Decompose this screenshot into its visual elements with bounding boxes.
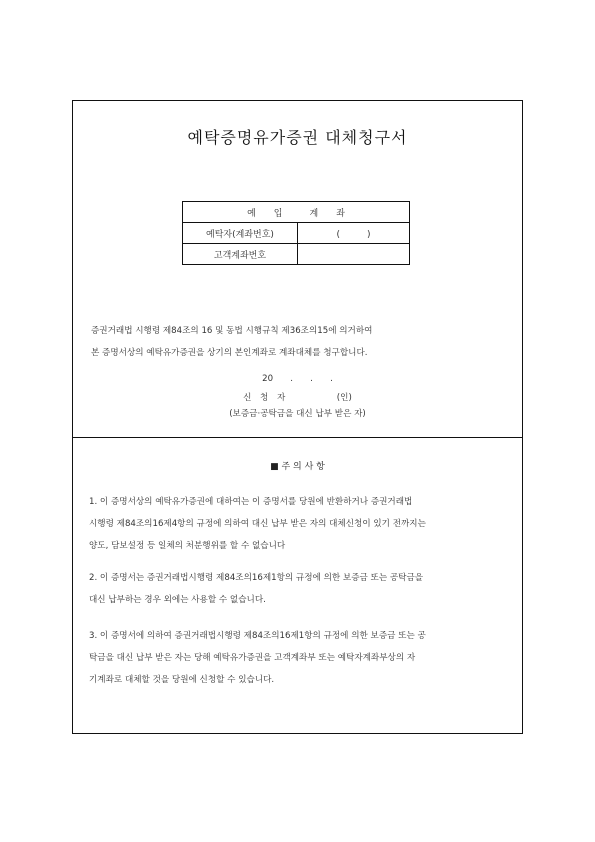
note-2 [89,567,511,611]
request-text-line: 본 증명서상의 예탁유가증권을 상기의 본인계좌로 계좌대체를 청구합니다. [91,348,368,358]
note-3 [89,625,511,691]
applicant-note: (보증금·공탁금을 대신 납부 받은 자) [229,409,366,419]
depositor-account-label: 예탁자(계좌번호) [183,223,298,244]
note-line: 3. 이 증명서에 의하여 증권거래법시행령 제84조의16제1항의 규정에 의한 보증금 또는 공 [89,631,426,641]
deposit-account-table [182,201,410,265]
note-line: 2. 이 증명서는 증권거래법시행령 제84조의16제1항의 규정에 의한 보증금 또는 공탁금을 [89,573,424,583]
notes-title: ■ 주 의 사 항 [270,462,325,472]
form-title: 예탁증명유가증권 대체청구서 [187,128,408,147]
request-text [91,320,511,364]
note-line: 탁금을 대신 납부 받은 자는 당해 예탁유가증권을 고객계좌부 또는 예탁자계좌부상의 자 [89,653,416,663]
note-line: 1. 이 증명서상의 예탁유가증권에 대하여는 이 증명서를 당원에 반환하거나 증권거래법 [89,497,413,507]
section-divider [73,437,522,438]
table-header: 예 입 계 좌 [183,202,410,223]
note-line: 대신 납부하는 경우 외에는 사용할 수 없습니다. [89,595,266,605]
customer-account-label: 고객계좌번호 [183,244,298,265]
note-line: 양도, 담보설정 등 일체의 처분행위를 할 수 없습니다 [89,541,286,551]
note-line: 시행령 제84조의16제4항의 규정에 의하여 대신 납부 받은 자의 대체신청이 있기 전까지는 [89,519,426,529]
depositor-account-field[interactable]: ( ) [298,223,410,244]
note-line: 기계좌로 대체할 것을 당원에 신청할 수 있습니다. [89,675,275,685]
note-1 [89,491,511,557]
customer-account-field[interactable] [298,244,410,265]
applicant-line[interactable]: 신 청 자 (인) [243,393,352,403]
date-line[interactable]: 20 . . . [262,374,333,384]
form-frame [72,100,523,734]
request-text-line: 증권거래법 시행령 제84조의 16 및 동법 시행규칙 제36조의15에 의거하여 [91,326,373,336]
